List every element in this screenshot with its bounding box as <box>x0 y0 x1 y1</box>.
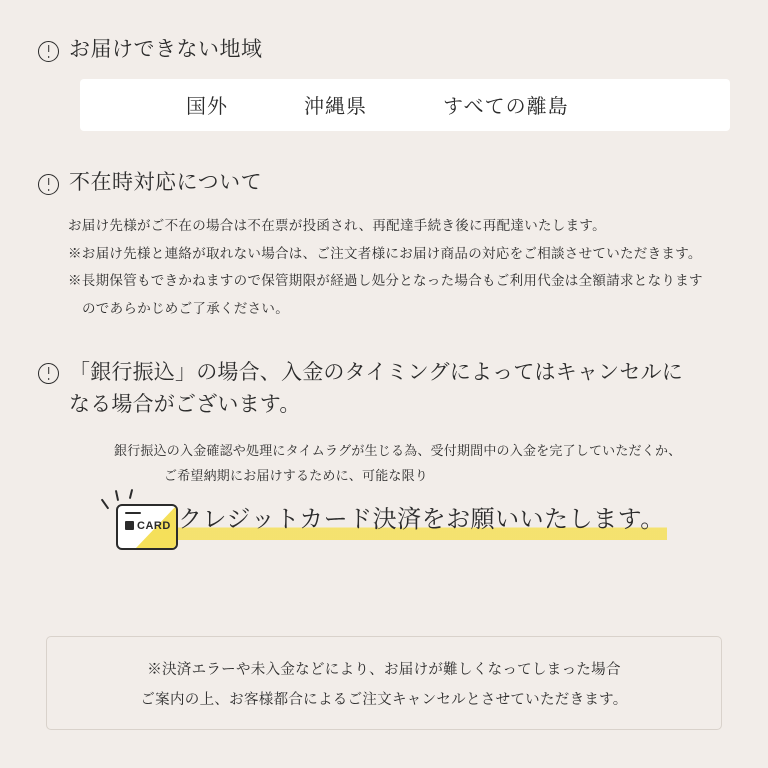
section-undeliverable-title: お届けできない地域 <box>69 38 263 61</box>
absence-line-1: お届け先様がご不在の場合は不在票が投函され、再配達手続き後に再配達いたします。 <box>68 218 606 233</box>
bank-note-line-2: ご希望納期にお届けするために、可能な限り <box>164 468 429 484</box>
exclamation-circle-icon <box>38 174 59 195</box>
section-absence-header <box>38 167 730 199</box>
exclamation-circle-icon <box>38 363 59 384</box>
credit-card-request-text: クレジットカード決済をお願いいたします。 <box>176 503 667 540</box>
area-item-overseas: 国外 <box>186 96 228 118</box>
bank-title-line-2: なる場合がございます。 <box>69 393 301 417</box>
section-bank-transfer-header <box>38 357 730 422</box>
absence-line-3: ※長期保管もできかねますので保管期限が経過し処分となった場合もご利用代金は全額請求となります <box>68 273 703 289</box>
section-undeliverable-header <box>38 34 730 66</box>
credit-card-row <box>100 490 730 552</box>
section-absence-title: 不在時対応について <box>69 170 263 194</box>
bottom-notice-box <box>46 636 722 730</box>
absence-body <box>68 212 730 323</box>
bank-title-line-1: 「銀行振込」の場合、入金のタイミングによってはキャンセルに <box>69 360 683 384</box>
spark-line-1 <box>101 499 110 510</box>
bottom-notice-line-2: ご案内の上、お客様都合によるご注文キャンセルとさせていただきます。 <box>140 691 628 708</box>
section-absence <box>38 167 730 323</box>
bottom-notice-line-1: ※決済エラーや未入金などにより、お届けが難しくなってしまった場合 <box>147 661 621 678</box>
area-item-remote-islands: すべての離島 <box>443 96 569 118</box>
credit-card-body <box>116 504 178 550</box>
credit-card-icon <box>100 490 176 552</box>
bank-note <box>114 438 730 489</box>
exclamation-circle-icon <box>38 41 59 62</box>
undeliverable-area-box <box>80 79 730 131</box>
area-item-okinawa: 沖縄県 <box>304 96 367 118</box>
absence-line-4: のであらかじめご了承ください。 <box>82 301 289 317</box>
credit-card-label: CARD <box>137 520 171 533</box>
credit-card-chip <box>125 521 134 530</box>
section-bank-transfer-title <box>69 357 683 422</box>
section-bank-transfer <box>38 357 730 553</box>
spark-line-2 <box>115 490 119 501</box>
spark-line-3 <box>129 489 133 499</box>
absence-line-2: ※お届け先様と連絡が取れない場合は、ご注文者様にお届け商品の対応をご相談させていただきます。 <box>68 245 702 261</box>
bank-note-line-1: 銀行振込の入金確認や処理にタイムラグが生じる為、受付期間中の入金を完了していただくか、 <box>114 442 682 458</box>
